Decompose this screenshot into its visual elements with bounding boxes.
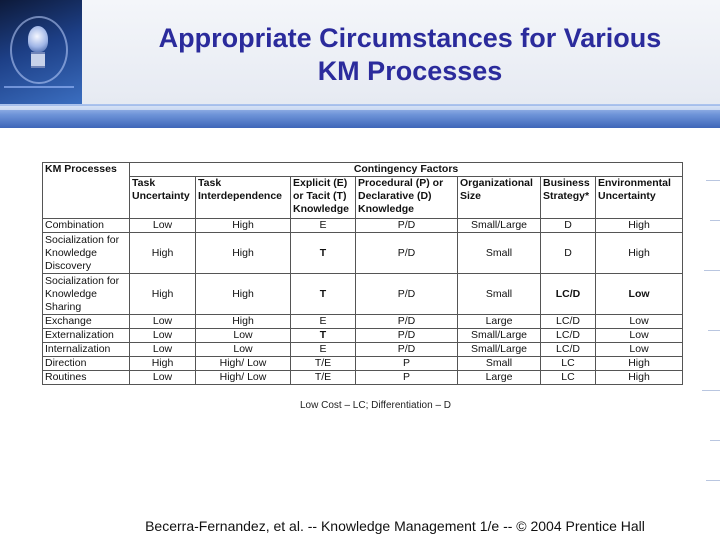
table-cell: D (541, 233, 596, 274)
table-cell: T/E (291, 357, 356, 371)
table-cell: Small (458, 233, 541, 274)
table-cell: High (196, 233, 291, 274)
table-cell: High (196, 274, 291, 315)
table-cell: High (130, 357, 196, 371)
row-label: Internalization (43, 343, 130, 357)
table-cell: High (196, 315, 291, 329)
column-header: Business Strategy* (541, 177, 596, 219)
table-cell: P/D (356, 329, 458, 343)
table-row (43, 219, 683, 233)
table-cell: Low (596, 274, 683, 315)
table-cell: Small/Large (458, 329, 541, 343)
table-row (43, 274, 683, 315)
table-cell: Low (596, 315, 683, 329)
column-header: Organizational Size (458, 177, 541, 219)
table-cell: Low (596, 343, 683, 357)
table-cell: High (596, 233, 683, 274)
table-cell: Large (458, 371, 541, 385)
table-cell: P/D (356, 274, 458, 315)
row-label: Combination (43, 219, 130, 233)
table-row (43, 329, 683, 343)
table-cell: Low (130, 371, 196, 385)
table-cell: High (596, 357, 683, 371)
table-row (43, 343, 683, 357)
table-cell: LC (541, 371, 596, 385)
table-cell: P (356, 357, 458, 371)
table-cell: P/D (356, 343, 458, 357)
table-cell: T (291, 329, 356, 343)
title-line-1: Appropriate Circumstances for Various (158, 23, 662, 53)
row-label: Routines (43, 371, 130, 385)
row-label: Socialization for Knowledge Sharing (43, 274, 130, 315)
table-cell: Low (196, 329, 291, 343)
strategy-legend: Low Cost – LC; Differentiation – D (300, 400, 452, 411)
table-cell: Low (196, 343, 291, 357)
table-cell: High (130, 233, 196, 274)
table-cell: LC/D (541, 329, 596, 343)
table-cell: High (130, 274, 196, 315)
table-cell: D (541, 219, 596, 233)
table-cell: High (596, 371, 683, 385)
table-cell: E (291, 343, 356, 357)
table-cell: Low (130, 343, 196, 357)
decorative-tick-marks (698, 140, 720, 540)
table-cell: LC/D (541, 315, 596, 329)
table-cell: High (596, 219, 683, 233)
column-header: Task Interdependence (196, 177, 291, 219)
contingency-table (42, 162, 682, 385)
table-cell: E (291, 219, 356, 233)
table-cell: Large (458, 315, 541, 329)
table-cell: LC (541, 357, 596, 371)
row-label: Exchange (43, 315, 130, 329)
table-row (43, 233, 683, 274)
column-header: Explicit (E) or Tacit (T) Knowledge (291, 177, 356, 219)
table-row (43, 371, 683, 385)
lightbulb-logo-icon (0, 0, 82, 104)
table-cell: LC/D (541, 343, 596, 357)
row-label: Direction (43, 357, 130, 371)
table-cell: T/E (291, 371, 356, 385)
corner-header: KM Processes (43, 163, 130, 219)
table-cell: LC/D (541, 274, 596, 315)
table-cell: T (291, 274, 356, 315)
table-row (43, 357, 683, 371)
table-cell: Low (596, 329, 683, 343)
table-cell: E (291, 315, 356, 329)
header-accent-bar (0, 104, 720, 128)
column-header: Procedural (P) or Declarative (D) Knowledge (356, 177, 458, 219)
table-cell: P/D (356, 233, 458, 274)
table-cell: P (356, 371, 458, 385)
table-cell: High/ Low (196, 371, 291, 385)
table-cell: Small/Large (458, 219, 541, 233)
row-label: Socialization for Knowledge Discovery (43, 233, 130, 274)
slide-title (100, 22, 720, 88)
slide-header (0, 0, 720, 104)
table-cell: Small (458, 274, 541, 315)
title-line-2: KM Processes (317, 56, 503, 86)
table-cell: High/ Low (196, 357, 291, 371)
table-cell: Low (130, 219, 196, 233)
table-cell: Low (130, 315, 196, 329)
table-cell: P/D (356, 315, 458, 329)
table-cell: T (291, 233, 356, 274)
table-cell: High (196, 219, 291, 233)
slide-footer: Becerra-Fernandez, et al. -- Knowledge Management 1/e -- © 2004 Prentice Hall (145, 518, 645, 534)
table-cell: Small (458, 357, 541, 371)
column-header: Task Uncertainty (130, 177, 196, 219)
table-cell: P/D (356, 219, 458, 233)
row-label: Externalization (43, 329, 130, 343)
table-cell: Small/Large (458, 343, 541, 357)
table-row (43, 315, 683, 329)
group-header: Contingency Factors (130, 163, 683, 177)
table-cell: Low (130, 329, 196, 343)
column-header: Environmental Uncertainty (596, 177, 683, 219)
